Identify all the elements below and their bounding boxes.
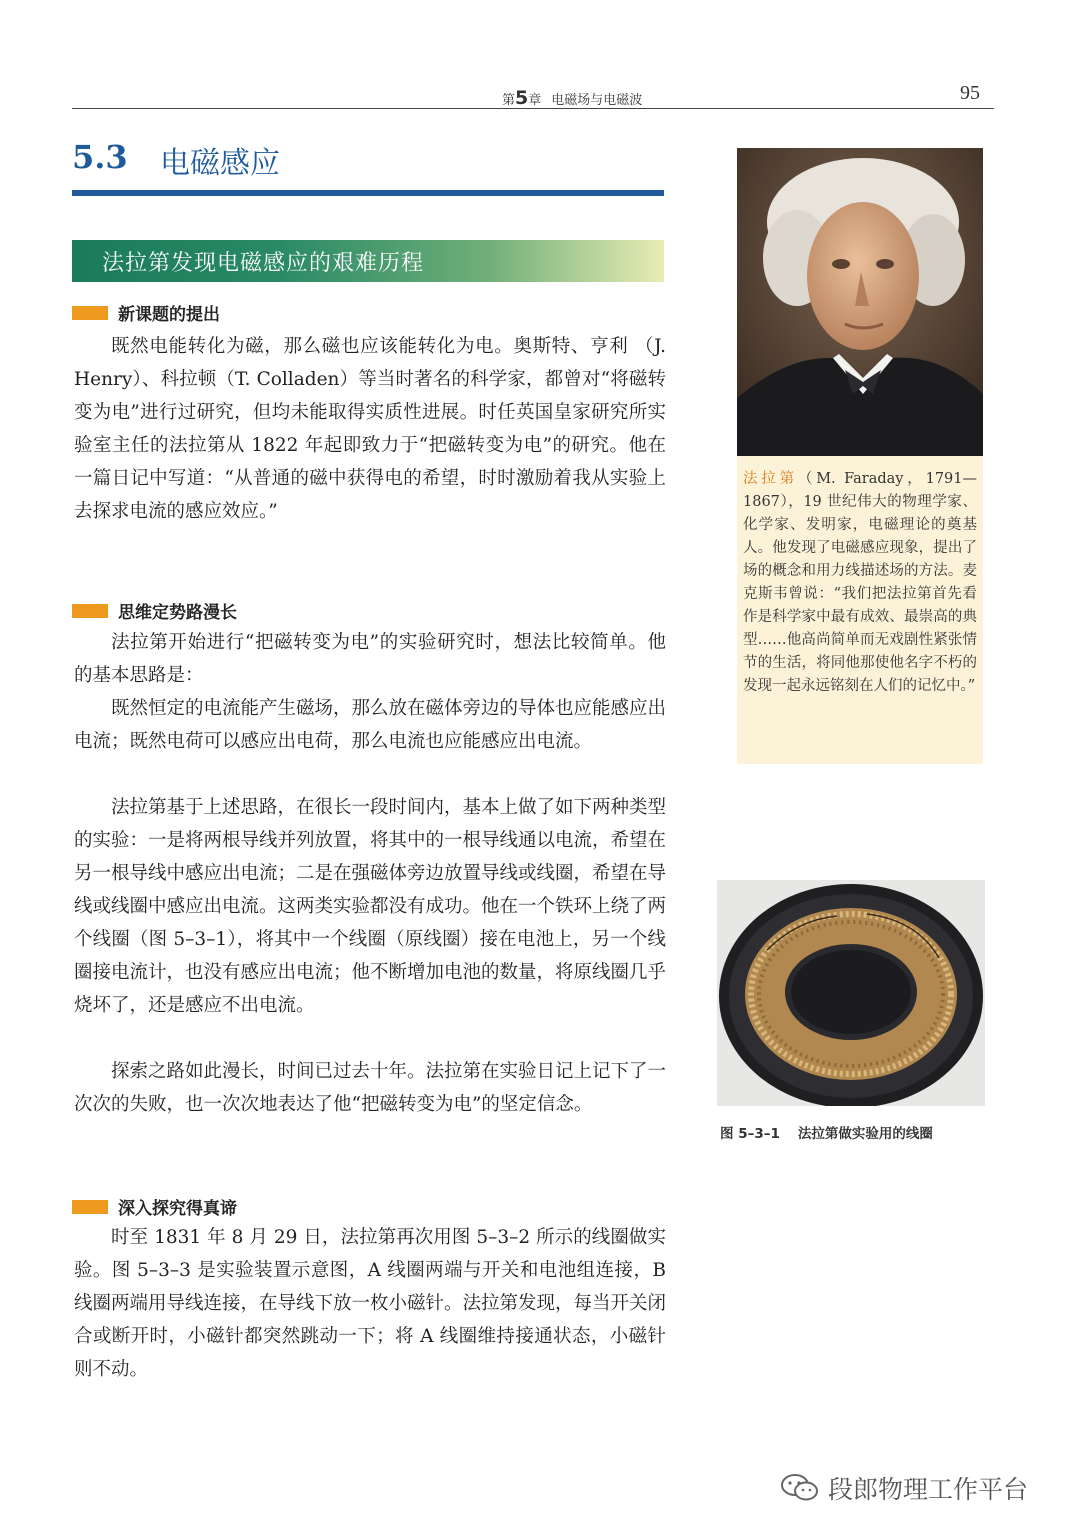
watermark-text: 段郎物理工作平台 [828, 1475, 1029, 1504]
topic-banner-text: 法拉第发现电磁感应的艰难历程 [102, 251, 425, 276]
paragraph: 法拉第基于上述思路，在很长一段时间内，基本上做了如下两种类型的实验：一是将两根导线并列放置，将其中的一根导线通以电流，希望在另一根导线中感应出电流；二是在强磁体旁边放置导线或线圈，希望在导线或线圈中感应出电流。这两类实验都没有成功。他在一个铁环上绕了两个线圈（图 5–3–1），将其中一个线圈（原线圈）接在电池上，另一个线圈接电流计，也没有感应出电流；他不断增加电池的数量，将原线圈几乎烧坏了，还是感应不出电流。 [74, 797, 667, 1016]
section-heading [72, 132, 664, 196]
subsection-heading-text: 深入探究得真谛 [118, 1199, 237, 1219]
coil-photo [717, 880, 985, 1106]
section-number: 5.3 [72, 138, 128, 176]
subsection-heading-text: 新课题的提出 [118, 305, 220, 325]
figure-caption [720, 1122, 990, 1142]
portrait-image [737, 148, 983, 456]
portrait-caption [737, 456, 983, 764]
subsection-heading-text: 思维定势路漫长 [118, 603, 237, 623]
chapter-prefix: 第 [502, 93, 516, 108]
person-name: 法拉第 [743, 471, 798, 487]
figure-label: 图 5–3–1 [720, 1126, 780, 1142]
watermark [780, 1470, 1028, 1506]
paragraph: 既然恒定的电流能产生磁场，那么放在磁体旁边的导体也应能感应出电流；既然电荷可以感应出电荷，那么电流也应能感应出电流。 [74, 698, 667, 752]
page-number: 95 [960, 82, 980, 104]
coil-image [717, 880, 985, 1106]
section-title: 电磁感应 [160, 146, 280, 181]
paragraph: 探索之路如此漫长，时间已过去十年。法拉第在实验日记上记下了一次次的失败，也一次次地表达了他“把磁转变为电”的坚定信念。 [74, 1061, 667, 1115]
wechat-icon [780, 1472, 820, 1504]
heading-marker-icon [72, 604, 108, 618]
heading-marker-icon [72, 306, 108, 320]
chapter-name: 电磁场与电磁波 [551, 93, 643, 108]
chapter-title [502, 87, 642, 109]
heading-marker-icon [72, 1200, 108, 1214]
paragraph: 时至 1831 年 8 月 29 日，法拉第再次用图 5–3–2 所示的线圈做实验。图 5–3–3 是实验装置示意图，A 线圈两端与开关和电池组连接，B 线圈两端用导线连接，在导线下放一枚小磁针。法拉第发现，每当开关闭合或断开时，小磁针都突然跳动一下；将 A 线圈维持接通状态，小磁针则不动。 [74, 1227, 667, 1380]
caption-text: （M. Faraday，1791—1867），19 世纪伟大的物理学家、化学家、发明家，电磁理论的奠基人。他发现了电磁感应现象，提出了场的概念和用力线描述场的方法。麦克斯韦曾说：“我们把法拉第首先看作是科学家中最有成效、最崇高的典型……他高尚简单而无戏剧性紧张情节的生活，将同他那使他名字不朽的发现一起永远铭刻在人们的记忆中。” [743, 471, 977, 694]
running-header [72, 80, 994, 109]
figure-title: 法拉第做实验用的线圈 [797, 1126, 933, 1142]
faraday-portrait [737, 148, 983, 456]
chapter-number: 5 [515, 87, 529, 109]
topic-banner [72, 240, 664, 282]
paragraph: 法拉第开始进行“把磁转变为电”的实验研究时，想法比较简单。他的基本思路是： [74, 632, 666, 686]
chapter-suffix: 章 [528, 93, 542, 108]
paragraph: 既然电能转化为磁，那么磁也应该能转化为电。奥斯特、亨利 （J. Henry）、科拉顿（T. Colladen）等当时著名的科学家，都曾对“将磁转变为电”进行过研究，但均未能取得实质性进展。时任英国皇家研究所实验室主任的法拉第从 1822 年起即致力于“把磁转变为电”的研究。他在一篇日记中写道：“从普通的磁中获得电的希望，时时激励着我从实验上去探求电流的感应效应。” [74, 336, 666, 522]
